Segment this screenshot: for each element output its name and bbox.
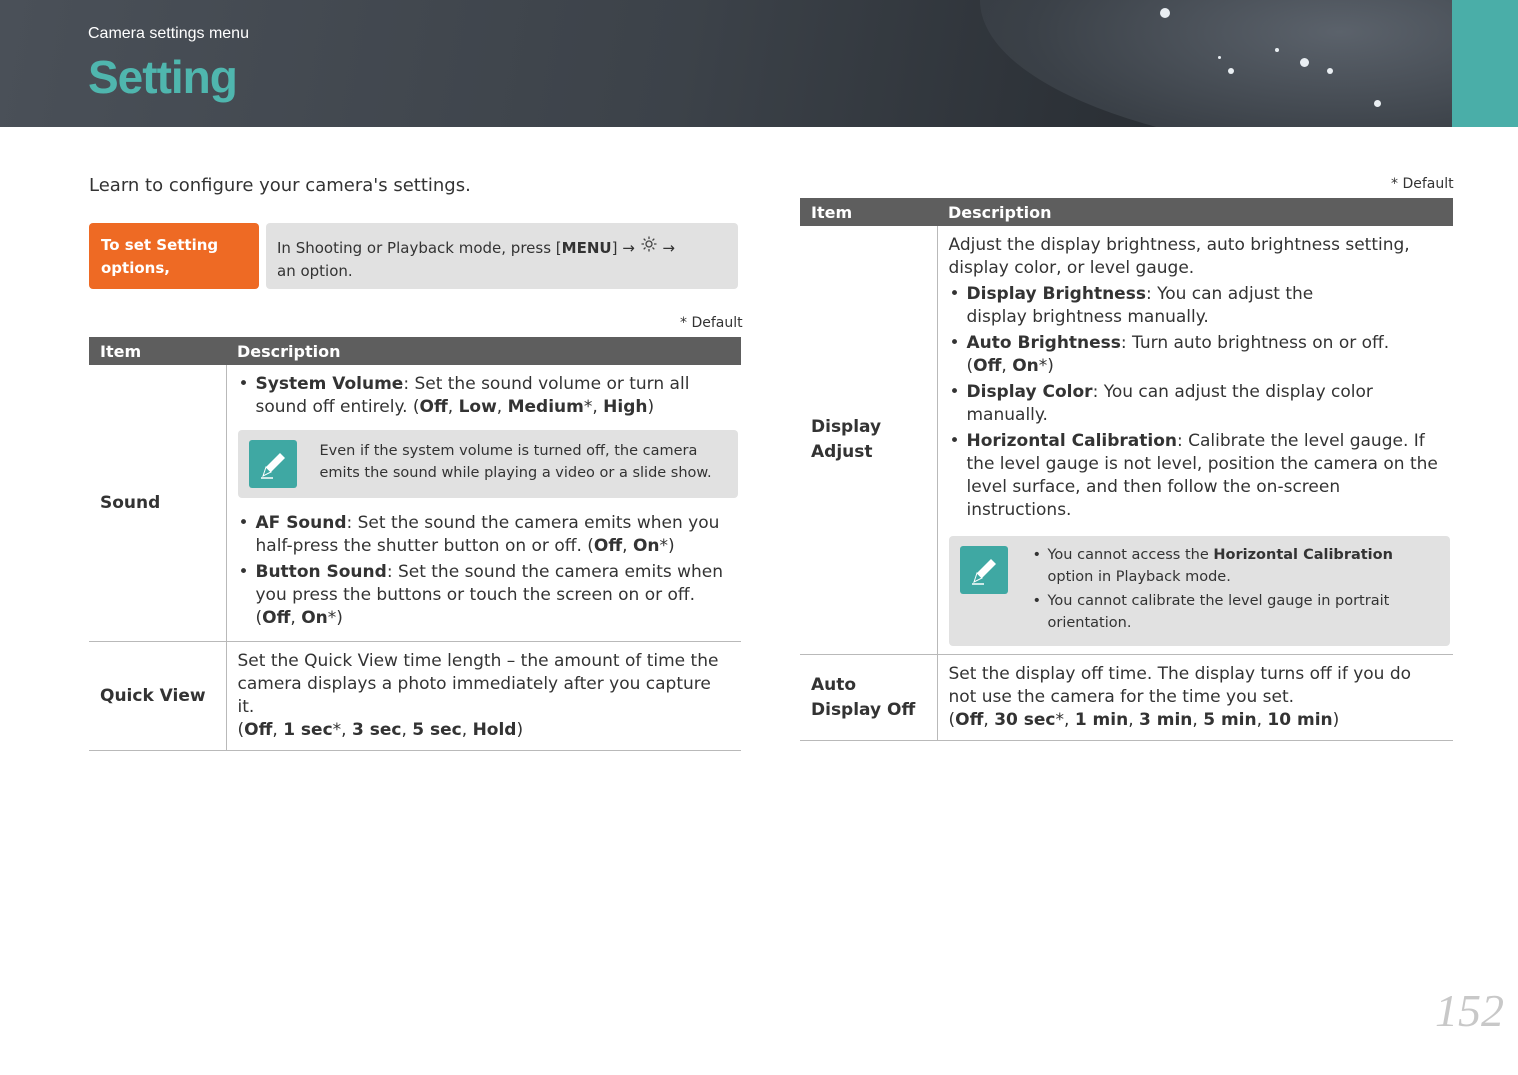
description-sound [226,365,741,642]
note-box [949,536,1451,646]
note-list-item: • You cannot calibrate the level gauge in portrait orientation. [1031,590,1429,634]
page-number: 152 [1435,985,1504,1036]
list-item: • Display Brightness: You can adjust the display brightness manually. [949,283,1451,329]
header-accent-bar [1452,0,1518,127]
header-sparkle [1327,68,1333,74]
item-sound: Sound [89,365,226,642]
page-title: Setting [88,51,237,103]
description-display-adjust: Adjust the display brightness, auto brightness setting, display color, or level gauge. • Display Brightness: You can adjust the display brightness manually. • Auto Brightness: Turn auto brightness on or off. (Off, On*) • Display Color: You can adjust the display color manually. • Horizontal Calibration: Calibrate the level gauge. If the level gauge is not level, position the camera on the level surface, and then follow the on-screen instructions. • You cannot access the Horizontal Calibration option in Playback mode. • You cannot calibrate the level gauge in portrait orientation. [937,226,1453,655]
settings-table-right [800,198,1453,741]
intro-text: Learn to configure your camera's settings. [89,175,471,196]
item-quick-view: Quick View [89,642,226,751]
header-lens-graphic [980,0,1518,127]
header-sparkle [1275,48,1279,52]
table-row [800,655,1453,741]
note-pencil-icon [249,440,297,488]
note-box [238,430,739,498]
header-sparkle [1218,56,1221,59]
breadcrumb: Camera settings menu [88,25,249,42]
header-sparkle [1160,8,1170,18]
description-quick-view: Set the Quick View time length – the amount of time the camera displays a photo immediately after you capture it. (Off, 1 sec*, 3 sec, 5 sec, Hold) [226,642,741,751]
item-auto-display-off: Auto Display Off [800,655,937,741]
list-item: • Display Color: You can adjust the display color manually. [949,381,1451,427]
list-item: • Auto Brightness: Turn auto brightness on or off. (Off, On*) [949,332,1451,378]
list-item: • Horizontal Calibration: Calibrate the level gauge. If the level gauge is not level, position the camera on the level surface, and then follow the on-screen instructions. [949,430,1451,522]
howto-text: In Shooting or Playback mode, press [ [277,239,562,257]
table-row [89,365,741,642]
note-list-item: • You cannot access the Horizontal Calibration option in Playback mode. [1031,544,1429,588]
list-item: • AF Sound: Set the sound the camera emits when you half-press the shutter button on or off. (Off, On*) [238,512,739,558]
header-banner [0,0,1518,127]
table-row [89,642,741,751]
howto-text: → [662,239,675,257]
settings-table-left [89,337,741,751]
column-header-item: Item [800,198,937,226]
column-header-item: Item [89,337,226,365]
howto-tag: To set Setting options, [89,223,259,289]
item-display-adjust: Display Adjust [800,226,937,655]
menu-key: MENU [561,239,612,257]
column-header-description: Description [937,198,1453,226]
note-pencil-icon [960,546,1008,594]
description-auto-display-off: Set the display off time. The display turns off if you do not use the camera for the time you set. (Off, 30 sec*, 1 min, 3 min, 5 min, 10 min) [937,655,1453,741]
default-note: * Default [680,315,743,331]
header-sparkle [1374,100,1381,107]
howto-instructions [266,223,738,289]
table-header-row [800,198,1453,226]
header-sparkle [1228,68,1234,74]
list-item: • System Volume: Set the sound volume or turn all sound off entirely. (Off, Low, Medium*, High) [238,373,739,419]
column-header-description: Description [226,337,741,365]
header-sparkle [1300,58,1309,67]
note-text: Even if the system volume is turned off, the camera emits the sound while playing a video or a slide show. [319,443,712,481]
table-row [800,226,1453,655]
howto-text: ] → [611,239,635,257]
howto-text: an option. [277,262,353,280]
default-note: * Default [1391,176,1454,192]
list-item: • Button Sound: Set the sound the camera emits when you press the buttons or touch the screen on or off. (Off, On*) [238,561,739,630]
table-header-row [89,337,741,365]
gear-icon [640,235,658,259]
